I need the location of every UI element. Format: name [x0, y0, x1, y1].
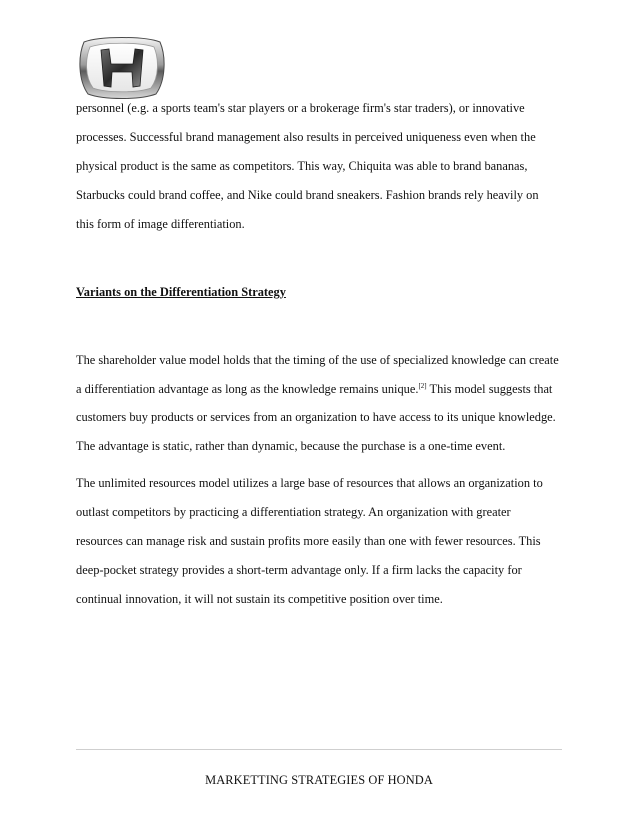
honda-logo [76, 34, 168, 100]
body-text-line: The shareholder value model holds that the timing of the use of specialized knowledge can create [76, 353, 559, 367]
body-text-line: this form of image differentiation. [76, 217, 245, 231]
body-text-line: resources can manage risk and sustain profits more easily than one with fewer resources. This [76, 534, 541, 548]
body-text-line: personnel (e.g. a sports team's star players or a brokerage firm's star traders), or innovative [76, 101, 525, 115]
body-text-line: The unlimited resources model utilizes a large base of resources that allows an organization to [76, 476, 543, 490]
page-footer: MARKETTING STRATEGIES OF HONDA [205, 773, 433, 787]
body-text-segment: a differentiation advantage as long as the knowledge remains unique. [76, 382, 419, 396]
body-text-line: Starbucks could brand coffee, and Nike could brand sneakers. Fashion brands rely heavily on [76, 188, 539, 202]
section-heading: Variants on the Differentiation Strategy [76, 285, 286, 299]
body-text-line: customers buy products or services from an organization to have access to its unique knowledge. [76, 410, 556, 424]
body-text-line: processes. Successful brand management also results in perceived uniqueness even when the [76, 130, 536, 144]
body-text-segment: This model suggests that [426, 382, 553, 396]
body-text-line: deep-pocket strategy provides a short-term advantage only. If a firm lacks the capacity for [76, 563, 522, 577]
citation-superscript[interactable]: [2] [418, 381, 427, 390]
body-text-line: physical product is the same as competitors. This way, Chiquita was able to brand bananas, [76, 159, 528, 173]
body-text-line: outlast competitors by practicing a differentiation strategy. An organization with greater [76, 505, 511, 519]
footer-divider [76, 749, 562, 750]
body-text-line [76, 381, 552, 397]
body-text-line: continual innovation, it will not sustain its competitive position over time. [76, 592, 443, 606]
body-text-line: The advantage is static, rather than dynamic, because the purchase is a one-time event. [76, 439, 506, 453]
